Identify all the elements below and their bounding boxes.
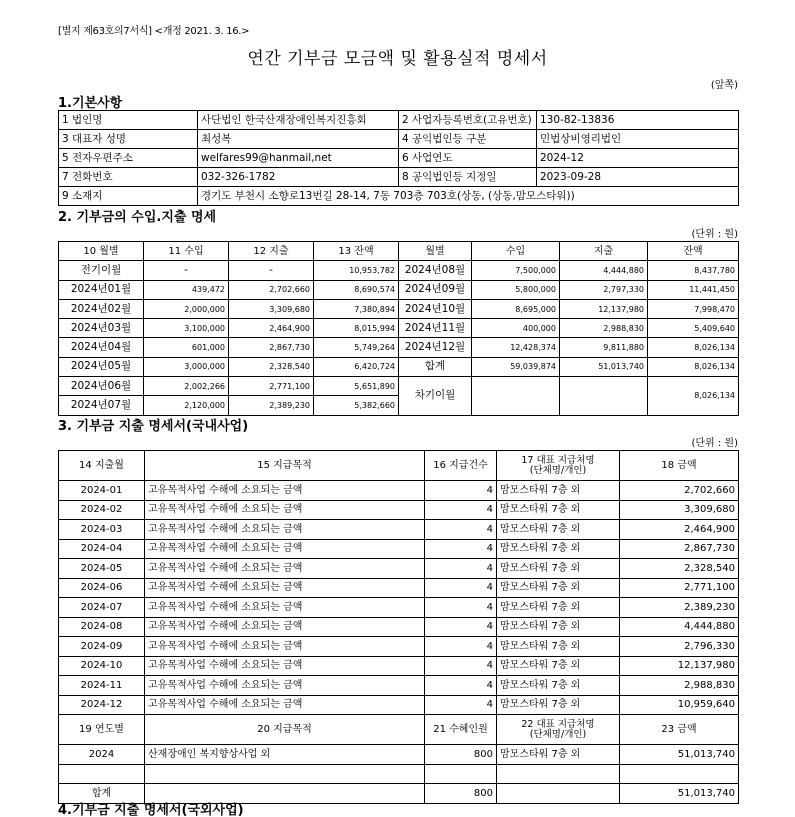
expense-amount: 4,444,880 (620, 617, 739, 637)
expense-purpose: 고유목적사업 수해에 소요되는 금액 (145, 539, 425, 559)
month-label: 2024년11월 (399, 319, 472, 338)
empty-cell (59, 764, 145, 784)
expense-value: 4,444,880 (560, 261, 648, 280)
expense-payee: 맘모스타워 7층 외 (497, 695, 620, 715)
column-header: 잔액 (648, 242, 739, 261)
month-row (59, 338, 739, 357)
balance-value: 8,026,134 (648, 357, 739, 376)
expense-value: 2,464,900 (229, 319, 314, 338)
empty-cell (425, 764, 497, 784)
info-row-address (59, 187, 739, 206)
empty-cell (620, 764, 739, 784)
expense-count: 4 (425, 617, 497, 637)
info-row (59, 130, 739, 149)
address-value: 경기도 부천시 소향로13번길 28-14, 7동 703층 703호(상동, (상동,맘모스타워)) (198, 187, 739, 206)
expense-amount: 2,988,830 (620, 676, 739, 696)
info-value: 130-82-13836 (537, 111, 739, 130)
expense-amount: 2,867,730 (620, 539, 739, 559)
expense-purpose: 고유목적사업 수해에 소요되는 금액 (145, 520, 425, 540)
expense-count: 4 (425, 578, 497, 598)
income-expense-table (58, 241, 739, 416)
month-label: 2024년01월 (59, 280, 144, 299)
expense-value: 12,137,980 (560, 299, 648, 318)
column-header: 지출 (560, 242, 648, 261)
month-label: 2024년05월 (59, 357, 144, 376)
column-header: 13 잔액 (314, 242, 399, 261)
expense-month: 2024-10 (59, 656, 145, 676)
empty-cell (472, 377, 560, 416)
expense-payee: 맘모스타워 7층 외 (497, 578, 620, 598)
year-header-row (59, 715, 739, 745)
column-header: 18 금액 (620, 451, 739, 481)
expense-row (59, 520, 739, 540)
expense-purpose: 고유목적사업 수해에 소요되는 금액 (145, 598, 425, 618)
expense-purpose: 고유목적사업 수해에 소요되는 금액 (145, 637, 425, 657)
page-title: 연간 기부금 모금액 및 활용실적 명세서 (247, 49, 548, 69)
expense-month: 2024-08 (59, 617, 145, 637)
expense-count: 4 (425, 656, 497, 676)
expense-value: 2,797,330 (560, 280, 648, 299)
income-value: 400,000 (472, 319, 560, 338)
carry-value: 8,026,134 (648, 377, 739, 416)
expense-amount: 10,959,640 (620, 695, 739, 715)
expense-value: 3,309,680 (229, 299, 314, 318)
basic-info-table (58, 110, 739, 206)
month-label: 2024년02월 (59, 299, 144, 318)
expense-count: 4 (425, 481, 497, 501)
total-label: 합계 (59, 784, 145, 804)
month-label: 2024년09월 (399, 280, 472, 299)
section-2-unit: (단위 : 원) (691, 229, 738, 240)
blank-row (59, 764, 739, 784)
info-value: 민법상비영리법인 (537, 130, 739, 149)
expense-row (59, 578, 739, 598)
expense-amount: 2,796,330 (620, 637, 739, 657)
expense-count: 4 (425, 520, 497, 540)
column-header: 12 지출 (229, 242, 314, 261)
expense-purpose: 고유목적사업 수해에 소요되는 금액 (145, 500, 425, 520)
month-row (59, 377, 739, 396)
month-row (59, 357, 739, 376)
expense-month: 2024-04 (59, 539, 145, 559)
month-row (59, 280, 739, 299)
address-label: 9 소재지 (59, 187, 198, 206)
info-value: welfares99@hanmail,net (198, 149, 399, 168)
empty-cell (145, 764, 425, 784)
income-value: 5,800,000 (472, 280, 560, 299)
expense-month: 2024-05 (59, 559, 145, 579)
balance-value: 8,437,780 (648, 261, 739, 280)
balance-value: 10,953,782 (314, 261, 399, 280)
balance-value: 5,409,640 (648, 319, 739, 338)
month-row (59, 261, 739, 280)
year-row (59, 745, 739, 765)
info-value: 최성복 (198, 130, 399, 149)
section-2-heading: 2. 기부금의 수입.지출 명세 (58, 210, 217, 225)
expense-amount: 3,309,680 (620, 500, 739, 520)
expense-amount: 2,464,900 (620, 520, 739, 540)
income-value: 12,428,374 (472, 338, 560, 357)
income-value: 3,000,000 (144, 357, 229, 376)
column-header: 수입 (472, 242, 560, 261)
expense-amount: 2,771,100 (620, 578, 739, 598)
total-amount: 51,013,740 (620, 784, 739, 804)
expense-payee: 맘모스타워 7층 외 (497, 539, 620, 559)
expense-count: 4 (425, 559, 497, 579)
balance-value: 5,382,660 (314, 396, 399, 415)
expense-amount: 2,389,230 (620, 598, 739, 618)
expense-value: - (229, 261, 314, 280)
balance-value: 8,015,994 (314, 319, 399, 338)
carry-label: 차기이월 (399, 377, 472, 416)
expense-purpose: 고유목적사업 수해에 소요되는 금액 (145, 695, 425, 715)
column-header: 11 수입 (144, 242, 229, 261)
month-row (59, 299, 739, 318)
expense-payee: 맘모스타워 7층 외 (497, 598, 620, 618)
expense-value: 2,988,830 (560, 319, 648, 338)
expense-payee: 맘모스타워 7층 외 (497, 637, 620, 657)
column-header: 15 지급목적 (145, 451, 425, 481)
header-line: 17 대표 지급처명 (521, 454, 595, 466)
income-value: 3,100,000 (144, 319, 229, 338)
expense-row (59, 656, 739, 676)
expense-row (59, 500, 739, 520)
page-side-label: (앞쪽) (710, 80, 738, 91)
info-label: 4 공익법인등 구분 (399, 130, 537, 149)
expense-value: 2,328,540 (229, 357, 314, 376)
expense-payee: 맘모스타워 7층 외 (497, 500, 620, 520)
expense-payee: 맘모스타워 7층 외 (497, 559, 620, 579)
info-label: 8 공익법인등 지정일 (399, 168, 537, 187)
column-header: 21 수혜인원 (425, 715, 497, 745)
expense-amount: 2,702,660 (620, 481, 739, 501)
year-count: 800 (425, 745, 497, 765)
year-amount: 51,013,740 (620, 745, 739, 765)
expense-purpose: 고유목적사업 수해에 소요되는 금액 (145, 481, 425, 501)
expense-month: 2024-09 (59, 637, 145, 657)
info-value: 사단법인 한국산재장애인복지진흥회 (198, 111, 399, 130)
expense-value: 2,389,230 (229, 396, 314, 415)
expense-count: 4 (425, 598, 497, 618)
info-row (59, 168, 739, 187)
balance-value: 7,998,470 (648, 299, 739, 318)
income-value: 2,000,000 (144, 299, 229, 318)
expense-value: 51,013,740 (560, 357, 648, 376)
balance-value: 6,420,724 (314, 357, 399, 376)
expense-month: 2024-02 (59, 500, 145, 520)
info-row (59, 111, 739, 130)
info-label: 1 법인명 (59, 111, 198, 130)
balance-value: 7,380,894 (314, 299, 399, 318)
column-header: 10 월별 (59, 242, 144, 261)
month-label: 2024년07월 (59, 396, 144, 415)
column-header: 월별 (399, 242, 472, 261)
expense-row (59, 481, 739, 501)
month-label: 2024년08월 (399, 261, 472, 280)
info-value: 2024-12 (537, 149, 739, 168)
domestic-expense-table (58, 450, 739, 804)
expense-value: 2,867,730 (229, 338, 314, 357)
expense-count: 4 (425, 500, 497, 520)
expense-month: 2024-07 (59, 598, 145, 618)
column-header: 19 연도별 (59, 715, 145, 745)
header-line: (단체명/개인) (529, 464, 587, 476)
expense-count: 4 (425, 637, 497, 657)
info-value: 032-326-1782 (198, 168, 399, 187)
info-row (59, 149, 739, 168)
info-label: 2 사업자등록번호(고유번호) (399, 111, 537, 130)
balance-value: 5,749,264 (314, 338, 399, 357)
balance-value: 11,441,450 (648, 280, 739, 299)
info-label: 6 사업연도 (399, 149, 537, 168)
expense-value: 9,811,880 (560, 338, 648, 357)
expense-amount: 2,328,540 (620, 559, 739, 579)
column-header: 23 금액 (620, 715, 739, 745)
expense-month: 2024-11 (59, 676, 145, 696)
month-row (59, 319, 739, 338)
expense-payee: 맘모스타워 7층 외 (497, 676, 620, 696)
income-value: 2,120,000 (144, 396, 229, 415)
expense-row (59, 695, 739, 715)
expense-row (59, 539, 739, 559)
expense-month: 2024-03 (59, 520, 145, 540)
year-value: 2024 (59, 745, 145, 765)
month-label: 합계 (399, 357, 472, 376)
expense-payee: 맘모스타워 7층 외 (497, 520, 620, 540)
income-value: - (144, 261, 229, 280)
expense-value: 2,702,660 (229, 280, 314, 299)
month-label: 2024년03월 (59, 319, 144, 338)
expense-row (59, 559, 739, 579)
expense-count: 4 (425, 539, 497, 559)
column-header: 16 지급건수 (425, 451, 497, 481)
header-row (59, 451, 739, 481)
income-value: 7,500,000 (472, 261, 560, 280)
expense-payee: 맘모스타워 7층 외 (497, 656, 620, 676)
info-value: 2023-09-28 (537, 168, 739, 187)
balance-value: 8,690,574 (314, 280, 399, 299)
section-3-unit: (단위 : 원) (691, 438, 738, 449)
info-label: 3 대표자 성명 (59, 130, 198, 149)
month-label: 2024년04월 (59, 338, 144, 357)
header-line: (단체명/개인) (529, 728, 587, 740)
expense-row (59, 598, 739, 618)
expense-purpose: 고유목적사업 수해에 소요되는 금액 (145, 656, 425, 676)
expense-value: 2,771,100 (229, 377, 314, 396)
month-label: 2024년12월 (399, 338, 472, 357)
info-label: 5 전자우편주소 (59, 149, 198, 168)
income-value: 2,002,266 (144, 377, 229, 396)
expense-purpose: 고유목적사업 수해에 소요되는 금액 (145, 617, 425, 637)
header-line: 22 대표 지급처명 (521, 718, 595, 730)
expense-count: 4 (425, 695, 497, 715)
expense-amount: 12,137,980 (620, 656, 739, 676)
section-4-heading: 4.기부금 지출 명세서(국외사업) (58, 803, 244, 817)
column-header (497, 715, 620, 745)
expense-month: 2024-01 (59, 481, 145, 501)
income-value: 59,039,874 (472, 357, 560, 376)
column-header (497, 451, 620, 481)
empty-cell (497, 764, 620, 784)
column-header: 20 지급목적 (145, 715, 425, 745)
expense-row (59, 617, 739, 637)
expense-purpose: 고유목적사업 수해에 소요되는 금액 (145, 578, 425, 598)
expense-payee: 맘모스타워 7층 외 (497, 481, 620, 501)
income-value: 8,695,000 (472, 299, 560, 318)
column-header: 14 지출월 (59, 451, 145, 481)
section-1-heading: 1.기본사항 (58, 96, 123, 111)
total-count: 800 (425, 784, 497, 804)
info-label: 7 전화번호 (59, 168, 198, 187)
balance-value: 8,026,134 (648, 338, 739, 357)
section-3-heading: 3. 기부금 지출 명세서(국내사업) (58, 419, 249, 434)
expense-payee: 맘모스타워 7층 외 (497, 617, 620, 637)
expense-purpose: 고유목적사업 수해에 소요되는 금액 (145, 559, 425, 579)
form-number: [별지 제63호의7서식] <개정 2021. 3. 16.> (58, 26, 250, 37)
balance-value: 5,651,890 (314, 377, 399, 396)
empty-cell (560, 377, 648, 416)
expense-count: 4 (425, 676, 497, 696)
month-label: 전기이월 (59, 261, 144, 280)
expense-month: 2024-12 (59, 695, 145, 715)
income-value: 439,472 (144, 280, 229, 299)
expense-purpose: 고유목적사업 수해에 소요되는 금액 (145, 676, 425, 696)
expense-row (59, 637, 739, 657)
income-value: 601,000 (144, 338, 229, 357)
month-label: 2024년10월 (399, 299, 472, 318)
year-purpose: 산재장애인 복지향상사업 외 (145, 745, 425, 765)
empty-cell (497, 784, 620, 804)
year-payee: 맘모스타워 7층 외 (497, 745, 620, 765)
expense-month: 2024-06 (59, 578, 145, 598)
header-row (59, 242, 739, 261)
expense-row (59, 676, 739, 696)
month-label: 2024년06월 (59, 377, 144, 396)
